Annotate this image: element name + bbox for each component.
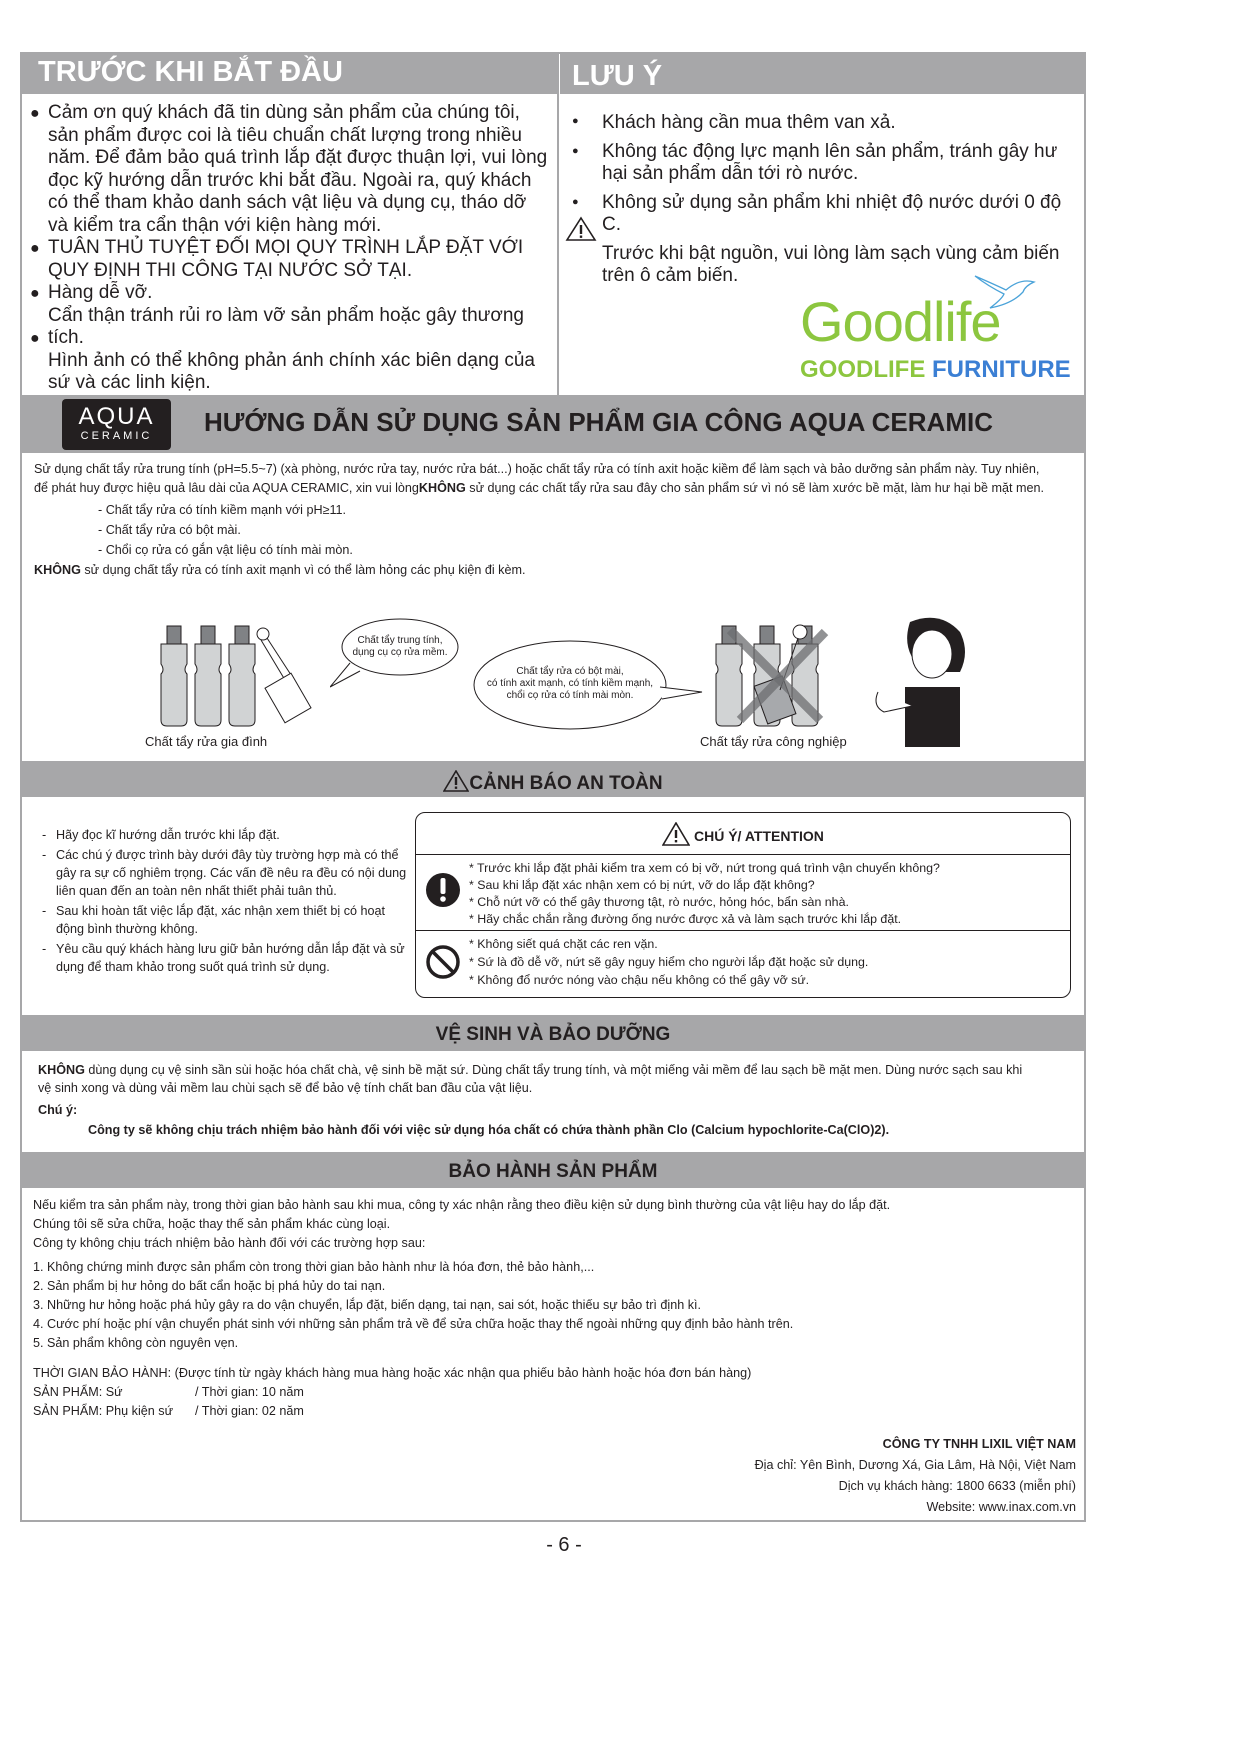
caption-household: Chất tẩy rửa gia đình	[145, 734, 268, 749]
before-start-item: Hình ảnh có thể không phản ánh chính xác biên dạng của sứ và các linh kiện.	[48, 349, 535, 393]
aqua-acid-warning	[34, 563, 525, 577]
bold-text: KHÔNG	[34, 563, 81, 577]
bubble-line: dụng cụ cọ rửa mềm.	[352, 647, 448, 658]
logo-bottom: CERAMIC	[80, 430, 153, 442]
before-start-title: TRƯỚC KHI BẮT ĐẦU	[38, 56, 343, 88]
safety-header	[20, 761, 1086, 797]
note-warning-item: Trước khi bật nguồn, vui lòng làm sạch vùng cảm biến trên ô cảm biến.	[602, 242, 1060, 286]
prohibited-icon	[425, 944, 461, 980]
bubble-line: Chất tẩy rửa có bột mài,	[516, 666, 624, 677]
prohibit-item: * Không đổ nước nóng vào chậu nếu không có thể gây vỡ sứ.	[469, 973, 810, 987]
bullet-icon: ●	[572, 196, 579, 208]
divider	[416, 854, 1070, 855]
before-start-item: TUÂN THỦ TUYỆT ĐỐI MỌI QUY TRÌNH LẮP ĐẶT VỚI QUY ĐỊNH THI CÔNG TẠI NƯỚC SỞ TẠI.	[48, 237, 524, 281]
warning-triangle-icon	[443, 770, 469, 792]
text: sử dụng chất tẩy rửa có tính axit mạnh vì có thể làm hỏng các phụ kiện đi kèm.	[80, 563, 526, 577]
safety-item: - Hãy đọc kĩ hướng dẫn trước khi lắp đặt.	[42, 828, 280, 842]
warranty-period-row	[33, 1402, 1073, 1421]
company-website: Website: www.inax.com.vn	[926, 1500, 1076, 1514]
prohibit-item: * Sứ là đồ dễ vỡ, nứt sẽ gây nguy hiểm cho người lắp đặt hoặc sử dụng.	[469, 955, 869, 969]
warranty-period-label: THỜI GIAN BẢO HÀNH: (Được tính từ ngày khách hàng mua hàng hoặc xác nhận qua phiếu bảo hành hoặc hóa đơn bán hàng)	[33, 1366, 752, 1380]
warning-triangle-icon	[565, 216, 597, 242]
watermark-green: GOODLIFE	[800, 356, 926, 383]
divider	[416, 930, 1070, 931]
bullet-icon: ●	[572, 115, 579, 127]
warranty-exclusion: 2. Sản phẩm bị hư hỏng do bất cẩn hoặc bị phá hủy do tai nạn.	[33, 1279, 386, 1293]
warranty-exclusion: 4. Cước phí hoặc phí vận chuyển phát sinh với những sản phẩm trả về để sửa chữa hoặc thay thế ngoài những quy định bảo hành trên.	[33, 1317, 794, 1331]
period-time: / Thời gian: 10 năm	[195, 1385, 304, 1399]
attention-box	[415, 812, 1071, 998]
forbidden-item: - Chất tẩy rửa có bột mài.	[98, 523, 241, 537]
safety-item-text: Các chú ý được trình bày dưới đây tùy trường hợp mà có thể gây ra sự cố nghiêm trọng. Các vấn đề nêu ra đều có nội dung liên quan đến an toàn nên nhất thiết phải tuân thủ.	[56, 848, 407, 898]
mandatory-icon	[425, 872, 461, 908]
warranty-period-row	[33, 1383, 1073, 1402]
forbidden-item: - Chổi cọ rửa có gắn vật liệu có tính mài mòn.	[98, 543, 353, 557]
safety-item: - Các chú ý được trình bày dưới đây tùy trường hợp mà có thể gây ra sự cố nghiêm trọng. Các vấn đề nêu ra đều có nội dung liên quan đến an toàn nên nhất thiết phải tuân thủ.	[42, 848, 407, 898]
company-info	[755, 1434, 1076, 1518]
must-item: * Trước khi lắp đặt phải kiểm tra xem có bị vỡ, nứt trong quá trình vận chuyển không?	[469, 861, 940, 875]
bullet-icon: ●	[30, 105, 40, 122]
bottle-icon	[229, 626, 255, 726]
attention-title-wrap	[416, 822, 1070, 846]
cleaning-body	[38, 1061, 1078, 1097]
note-body	[602, 112, 1067, 288]
bold-text: KHÔNG	[418, 481, 466, 495]
bubble-line: chổi cọ rửa có tính mài mòn.	[506, 690, 634, 701]
watermark-script: Goodlife	[800, 290, 1001, 353]
must-item: * Sau khi lắp đặt xác nhận xem có bị nứt, vỡ do lắp đặt không?	[469, 878, 815, 892]
must-item: * Hãy chắc chắn rằng đường ống nước được xả và làm sạch trước khi lắp đặt.	[469, 912, 902, 926]
note-title: LƯU Ý	[572, 60, 663, 92]
aqua-intro-line	[34, 479, 1084, 498]
logo-top: AQUA	[78, 403, 155, 430]
warranty-exclusion: 3. Những hư hỏng hoặc phá hủy gây ra do vận chuyển, lắp đặt, biến dạng, tai nạn, sai sót, hoặc thiếu sự bảo trì định kì.	[33, 1298, 702, 1312]
before-start-item: Hàng dễ vỡ.	[48, 282, 153, 303]
before-start-header	[20, 52, 558, 94]
caption-industrial: Chất tẩy rửa công nghiệp	[700, 734, 847, 749]
household-cleaner-illustration	[155, 620, 325, 730]
period-product: SẢN PHẨM: Phụ kiện sứ	[33, 1404, 174, 1418]
safety-item-text: Hãy đọc kĩ hướng dẫn trước khi lắp đặt.	[56, 828, 280, 842]
bold-text: KHÔNG	[38, 1063, 85, 1077]
note-item: Khách hàng cần mua thêm van xả.	[602, 112, 896, 133]
industrial-cleaner-illustration	[710, 620, 840, 730]
warranty-line: Công ty không chịu trách nhiệm bảo hành đối với các trường hợp sau:	[33, 1236, 426, 1250]
warranty-header	[20, 1152, 1086, 1188]
bullet-icon: ●	[30, 240, 40, 257]
warning-triangle-icon	[662, 822, 690, 846]
aqua-ceramic-logo	[62, 399, 171, 450]
company-address: Địa chỉ: Yên Bình, Dương Xá, Gia Lâm, Hà Nội, Việt Nam	[754, 1458, 1076, 1472]
cleaning-header	[20, 1015, 1086, 1051]
bullet-icon: ●	[572, 145, 579, 157]
bottle-icon	[195, 626, 221, 726]
bullet-icon: ●	[30, 285, 40, 302]
note-item: Không sử dụng sản phẩm khi nhiệt độ nước dưới 0 độ C.	[602, 191, 1062, 235]
must-list	[469, 860, 940, 928]
warranty-title: BẢO HÀNH SẢN PHẨM	[448, 1161, 658, 1182]
aqua-intro	[34, 460, 1084, 498]
safety-list	[42, 826, 407, 976]
warranty-exclusion: 5. Sản phẩm không còn nguyên vẹn.	[33, 1336, 239, 1350]
note-item: Không tác động lực mạnh lên sản phẩm, tránh gây hư hại sản phẩm dẫn tới rò nước.	[602, 140, 1058, 184]
company-hotline: Dịch vụ khách hàng: 1800 6633 (miễn phí)	[838, 1479, 1076, 1493]
page-number: - 6 -	[546, 1534, 582, 1556]
period-time: / Thời gian: 02 năm	[195, 1404, 304, 1418]
before-start-fragile-note: Cẩn thận tránh rủi ro làm vỡ sản phẩm hoặc gây thương tích.	[48, 304, 524, 348]
bubble-bad-text	[475, 666, 665, 702]
cleaning-note-text: Công ty sẽ không chịu trách nhiệm bảo hành đối với việc sử dụng hóa chất có chứa thành phần Clo (Calcium hypochlorite-Ca(ClO)2).	[88, 1123, 890, 1137]
safety-item: - Sau khi hoàn tất việc lắp đặt, xác nhận xem thiết bị có hoạt động bình thường không.	[42, 902, 407, 938]
safety-title-wrap	[20, 770, 1086, 795]
bubble-line: Chất tẩy trung tính,	[357, 635, 443, 646]
text: sử dụng các chất tẩy rửa sau đây cho sản phẩm sứ vì nó sẽ làm xước bề mặt, làm hư hại bề mặt men.	[465, 481, 1045, 495]
before-start-body	[48, 102, 548, 395]
prohibit-list	[469, 935, 868, 989]
text: để phát huy được hiệu quả lâu dài của AQUA CERAMIC, xin vui lòng	[34, 481, 419, 495]
bullet-icon: ●	[30, 330, 40, 347]
aqua-title: HƯỚNG DẪN SỬ DỤNG SẢN PHẨM GIA CÔNG AQUA CERAMIC	[204, 407, 993, 437]
cleaning-line: vệ sinh xong và dùng vải mềm lau chùi sạch sẽ để bảo vệ tính chất ban đầu của vật liệu.	[38, 1081, 533, 1095]
cleaning-line	[38, 1061, 1078, 1079]
column-divider	[557, 52, 559, 397]
watermark-blue: FURNITURE	[932, 356, 1071, 383]
bubble-good-text	[340, 635, 460, 659]
aqua-intro-line: Sử dụng chất tẩy rửa trung tính (pH=5.5~7) (xà phòng, nước rửa tay, nước rửa bát...) hoặc chất tẩy rửa có tính axit hoặc kiềm để làm sạch và bảo dưỡng sản phẩm này. Tuy nhiên,	[34, 462, 1040, 476]
before-start-item: Cảm ơn quý khách đã tin dùng sản phẩm của chúng tôi, sản phẩm được coi là tiêu chuẩn chất lượng trong nhiều năm. Để đảm bảo quá trình lắp đặt được thuận lợi, vui lòng đọc kỹ hướng dẫn trước khi bắt đầu. Ngoài ra, quý khách có thể tham khảo danh sách vật liệu và dụng cụ, tháo dỡ và kiểm tra cẩn thận với kiện hàng mới.	[48, 102, 548, 236]
warranty-line: Chúng tôi sẽ sửa chữa, hoặc thay thế sản phẩm khác cùng loại.	[33, 1217, 391, 1231]
warranty-exclusion: 1. Không chứng minh được sản phẩm còn trong thời gian bảo hành như là hóa đơn, thẻ bảo hành,...	[33, 1260, 595, 1274]
safety-item-text: Yêu cầu quý khách hàng lưu giữ bản hướng dẫn lắp đặt và sử dụng để tham khảo trong suốt quá trình sử dụng.	[56, 942, 405, 974]
aqua-forbidden-list	[98, 500, 353, 560]
safety-item: - Yêu cầu quý khách hàng lưu giữ bản hướng dẫn lắp đặt và sử dụng để tham khảo trong suốt quá trình sử dụng.	[42, 940, 407, 976]
cleaning-note-label: Chú ý:	[38, 1103, 78, 1117]
bubble-line: có tính axit mạnh, có tính kiềm mạnh,	[486, 678, 654, 689]
sponge-brush-icon	[257, 628, 311, 723]
must-item: * Chỗ nứt vỡ có thể gây thương tật, rò nước, hỏng hóc, bẩn sàn nhà.	[469, 895, 849, 909]
safety-title: CẢNH BÁO AN TOÀN	[469, 773, 663, 794]
safety-item-text: Sau khi hoàn tất việc lắp đặt, xác nhận xem thiết bị có hoạt động bình thường không.	[56, 904, 386, 936]
cleaning-title: VỆ SINH VÀ BẢO DƯỠNG	[435, 1024, 671, 1045]
bottle-icon	[161, 626, 187, 726]
text: dùng dụng cụ vệ sinh sần sùi hoặc hóa chất chà, vệ sinh bề mặt sứ. Dùng chất tẩy trung tính, và một miếng vải mềm để lau sạch bề mặt men. Dùng nước sạch sau khi	[84, 1063, 1023, 1077]
prohibit-item: * Không siết quá chặt các ren vặn.	[469, 937, 658, 951]
forbidden-item: - Chất tẩy rửa có tính kiềm mạnh với pH≥11.	[98, 503, 347, 517]
note-header	[560, 52, 1086, 94]
company-name: CÔNG TY TNHH LIXIL VIỆT NAM	[882, 1437, 1076, 1451]
warranty-body	[33, 1196, 1073, 1421]
person-illustration	[870, 612, 980, 747]
period-product: SẢN PHẨM: Sứ	[33, 1385, 123, 1399]
attention-title: CHÚ Ý/ ATTENTION	[694, 828, 824, 844]
warranty-line: Nếu kiểm tra sản phẩm này, trong thời gian bảo hành sau khi mua, công ty xác nhận rằng theo điều kiện sử dụng bình thường của vật liệu hay do lắp đặt.	[33, 1198, 891, 1212]
